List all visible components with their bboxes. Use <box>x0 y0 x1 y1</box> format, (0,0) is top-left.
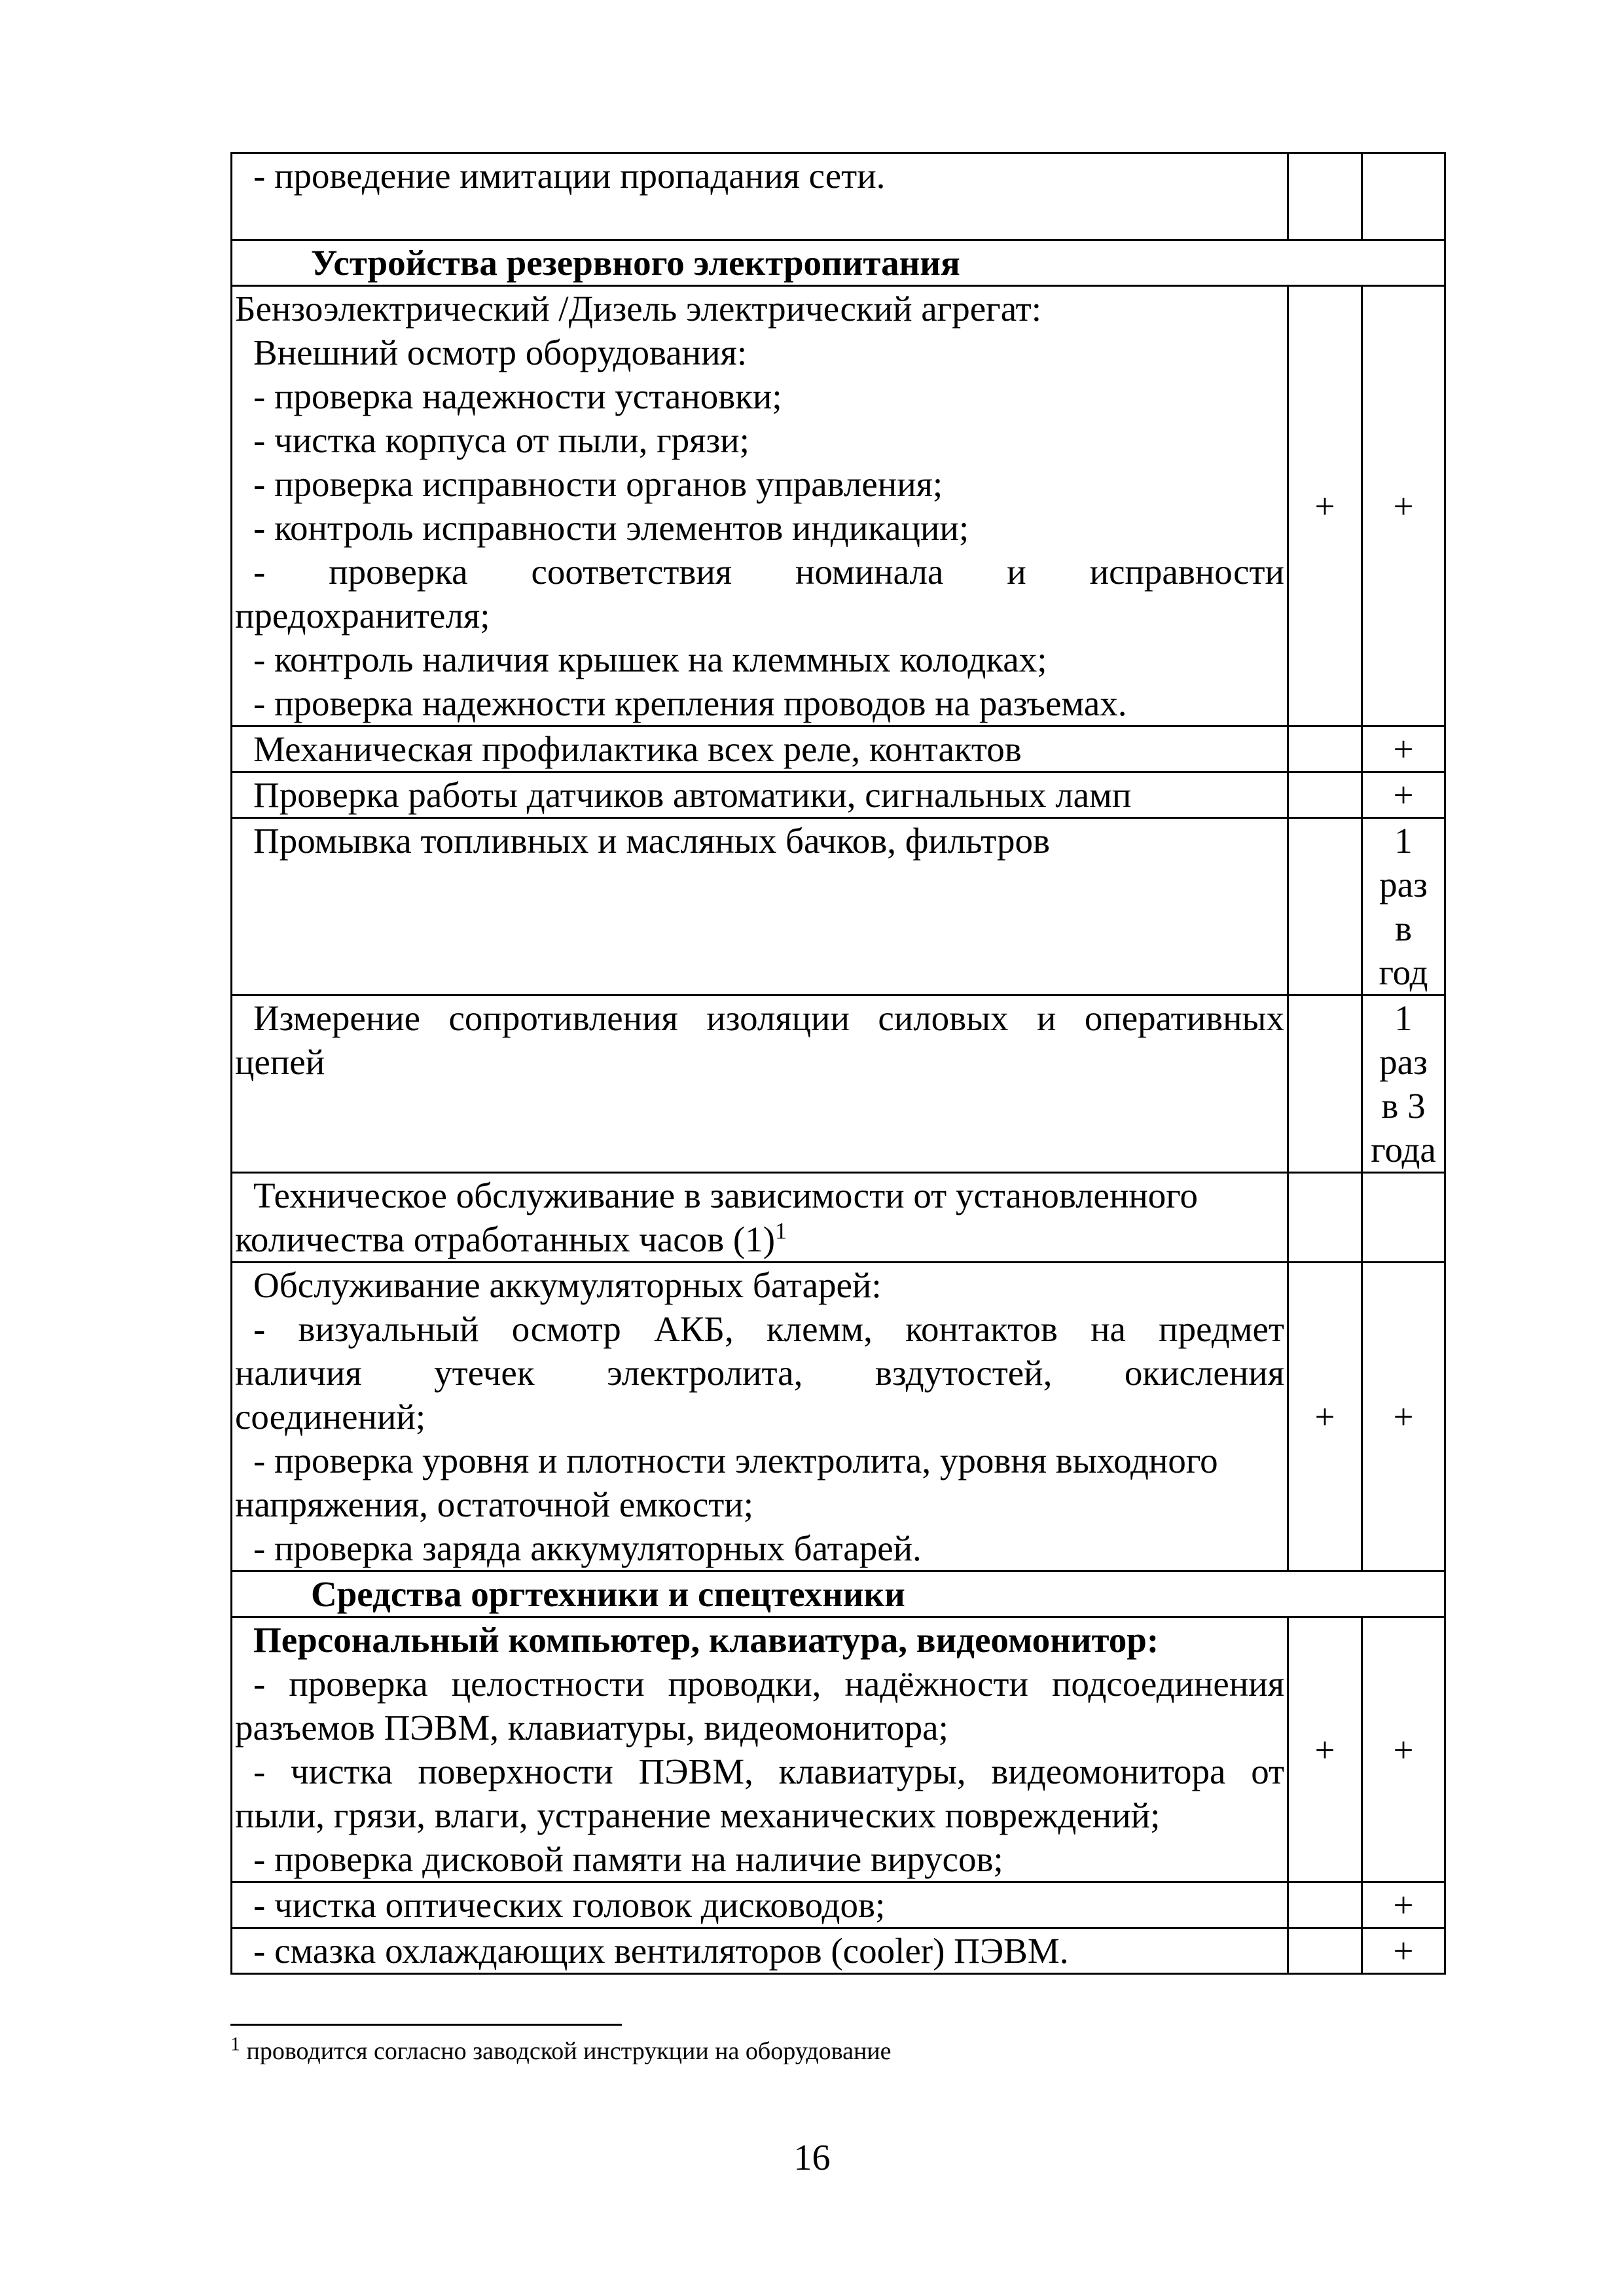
text-line: наличия утечек электролита, вздутостей, окисления <box>235 1353 1284 1393</box>
text-line: - проведение имитации пропадания сети. <box>253 156 886 196</box>
text-line: Механическая профилактика всех реле, контактов <box>253 729 1022 769</box>
section-heading-office-equipment: Средства оргтехники и спецтехники <box>232 1571 1445 1617</box>
text-fragment: количества отработанных часов (1) <box>235 1219 776 1259</box>
table-row <box>232 153 1445 240</box>
text-line: - чистка поверхности ПЭВМ, клавиатуры, видеомонитора от <box>253 1751 1284 1791</box>
mark-cell: + <box>1362 1882 1445 1928</box>
row-text <box>232 286 1288 726</box>
text-line: - проверка соответствия номинала и исправности <box>253 552 1284 592</box>
row-text <box>232 996 1288 1173</box>
cell-empty <box>1362 1173 1445 1263</box>
cell-empty <box>1288 726 1362 772</box>
text-line: - проверка уровня и плотности электролита, уровня выходного <box>253 1441 1218 1480</box>
cell-empty <box>1288 996 1362 1173</box>
text-line: Промывка топливных и масляных бачков, фильтров <box>253 821 1050 861</box>
cell-empty <box>1288 1928 1362 1974</box>
text-line: Измерение сопротивления изоляции силовых и оперативных <box>253 998 1284 1038</box>
text-line: Проверка работы датчиков автоматики, сигнальных ламп <box>253 775 1132 815</box>
page-number: 16 <box>793 2138 831 2178</box>
table-row <box>232 1173 1445 1263</box>
frequency-cell <box>1362 818 1445 996</box>
text-line: - проверка надежности крепления проводов на разъемах. <box>253 683 1127 723</box>
table-row <box>232 286 1445 726</box>
text-line: - проверка надежности установки; <box>253 376 782 416</box>
text-line: - чистка корпуса от пыли, грязи; <box>253 420 749 460</box>
table-row <box>232 1928 1445 1974</box>
cell-empty <box>1288 1882 1362 1928</box>
table-row <box>232 772 1445 818</box>
mark-cell: + <box>1362 1617 1445 1882</box>
cell-empty <box>1362 153 1445 240</box>
mark-cell: + <box>1362 772 1445 818</box>
text-line: - контроль исправности элементов индикации; <box>253 508 969 548</box>
text-line: - контроль наличия крышек на клеммных колодках; <box>253 639 1047 679</box>
text-line: Обслуживание аккумуляторных батарей: <box>253 1265 882 1305</box>
text-line: цепей <box>235 1042 325 1082</box>
row-text <box>232 726 1288 772</box>
text-line: разъемов ПЭВМ, клавиатуры, видеомонитора; <box>235 1708 948 1748</box>
table-row <box>232 1263 1445 1571</box>
text-line: напряжения, остаточной емкости; <box>235 1484 754 1524</box>
frequency-line: раз <box>1379 865 1428 905</box>
row-text <box>232 772 1288 818</box>
frequency-cell <box>1362 996 1445 1173</box>
cell-empty <box>1288 153 1362 240</box>
table-row <box>232 1617 1445 1882</box>
text-line: - проверка дисковой памяти на наличие вирусов; <box>253 1839 1003 1879</box>
table-row <box>232 726 1445 772</box>
frequency-line: раз <box>1379 1042 1428 1082</box>
row-text <box>232 1617 1288 1882</box>
footnote-mark: 1 <box>230 2033 240 2055</box>
table-row <box>232 1882 1445 1928</box>
text-line: соединений; <box>235 1397 426 1437</box>
footnote-separator <box>230 2024 622 2026</box>
text-line <box>235 1217 1284 1261</box>
text-line: - проверка исправности органов управления; <box>253 464 943 504</box>
text-line: предохранителя; <box>235 596 490 636</box>
text-line: Бензоэлектрический /Дизель электрический агрегат: <box>235 289 1041 329</box>
text-line: Техническое обслуживание в зависимости от установленного <box>253 1175 1198 1215</box>
section-row <box>232 1571 1445 1617</box>
text-line: - чистка оптических головок дисководов; <box>253 1885 886 1925</box>
frequency-line: год <box>1379 952 1428 992</box>
text-line: Внешний осмотр оборудования: <box>253 332 748 372</box>
footnote-reference: 1 <box>775 1217 787 1244</box>
section-heading-backup-power: Устройства резервного электропитания <box>232 240 1445 286</box>
footnote-text: проводится согласно заводской инструкции на оборудование <box>246 2037 892 2065</box>
cell-empty <box>1288 772 1362 818</box>
mark-cell: + <box>1288 286 1362 726</box>
frequency-line: в 3 <box>1381 1086 1426 1126</box>
mark-cell: + <box>1362 1928 1445 1974</box>
mark-cell: + <box>1288 1617 1362 1882</box>
mark-cell: + <box>1362 1263 1445 1571</box>
mark-cell: + <box>1288 1263 1362 1571</box>
text-line: - проверка целостности проводки, надёжности подсоединения <box>253 1664 1284 1704</box>
text-line: - визуальный осмотр АКБ, клемм, контактов на предмет <box>253 1309 1284 1349</box>
frequency-line: года <box>1371 1130 1436 1170</box>
row-text <box>232 1882 1288 1928</box>
section-row <box>232 240 1445 286</box>
row-text <box>232 1928 1288 1974</box>
frequency-line: 1 <box>1394 821 1413 861</box>
text-line: - смазка охлаждающих вентиляторов (cooler) ПЭВМ. <box>253 1931 1069 1971</box>
mark-cell: + <box>1362 286 1445 726</box>
text-line: пыли, грязи, влаги, устранение механических повреждений; <box>235 1795 1161 1835</box>
footnote <box>230 2033 892 2066</box>
frequency-line: 1 <box>1394 998 1413 1038</box>
row-text <box>232 1173 1288 1263</box>
maintenance-table <box>230 152 1446 1975</box>
row-text <box>232 153 1288 240</box>
frequency-line: в <box>1395 908 1412 948</box>
row-text <box>232 1263 1288 1571</box>
table-row <box>232 996 1445 1173</box>
mark-cell: + <box>1362 726 1445 772</box>
cell-empty <box>1288 1173 1362 1263</box>
cell-empty <box>1288 818 1362 996</box>
row-text <box>232 818 1288 996</box>
text-line: Персональный компьютер, клавиатура, видеомонитор: <box>253 1620 1159 1660</box>
table-row <box>232 818 1445 996</box>
text-line: - проверка заряда аккумуляторных батарей. <box>253 1528 922 1568</box>
